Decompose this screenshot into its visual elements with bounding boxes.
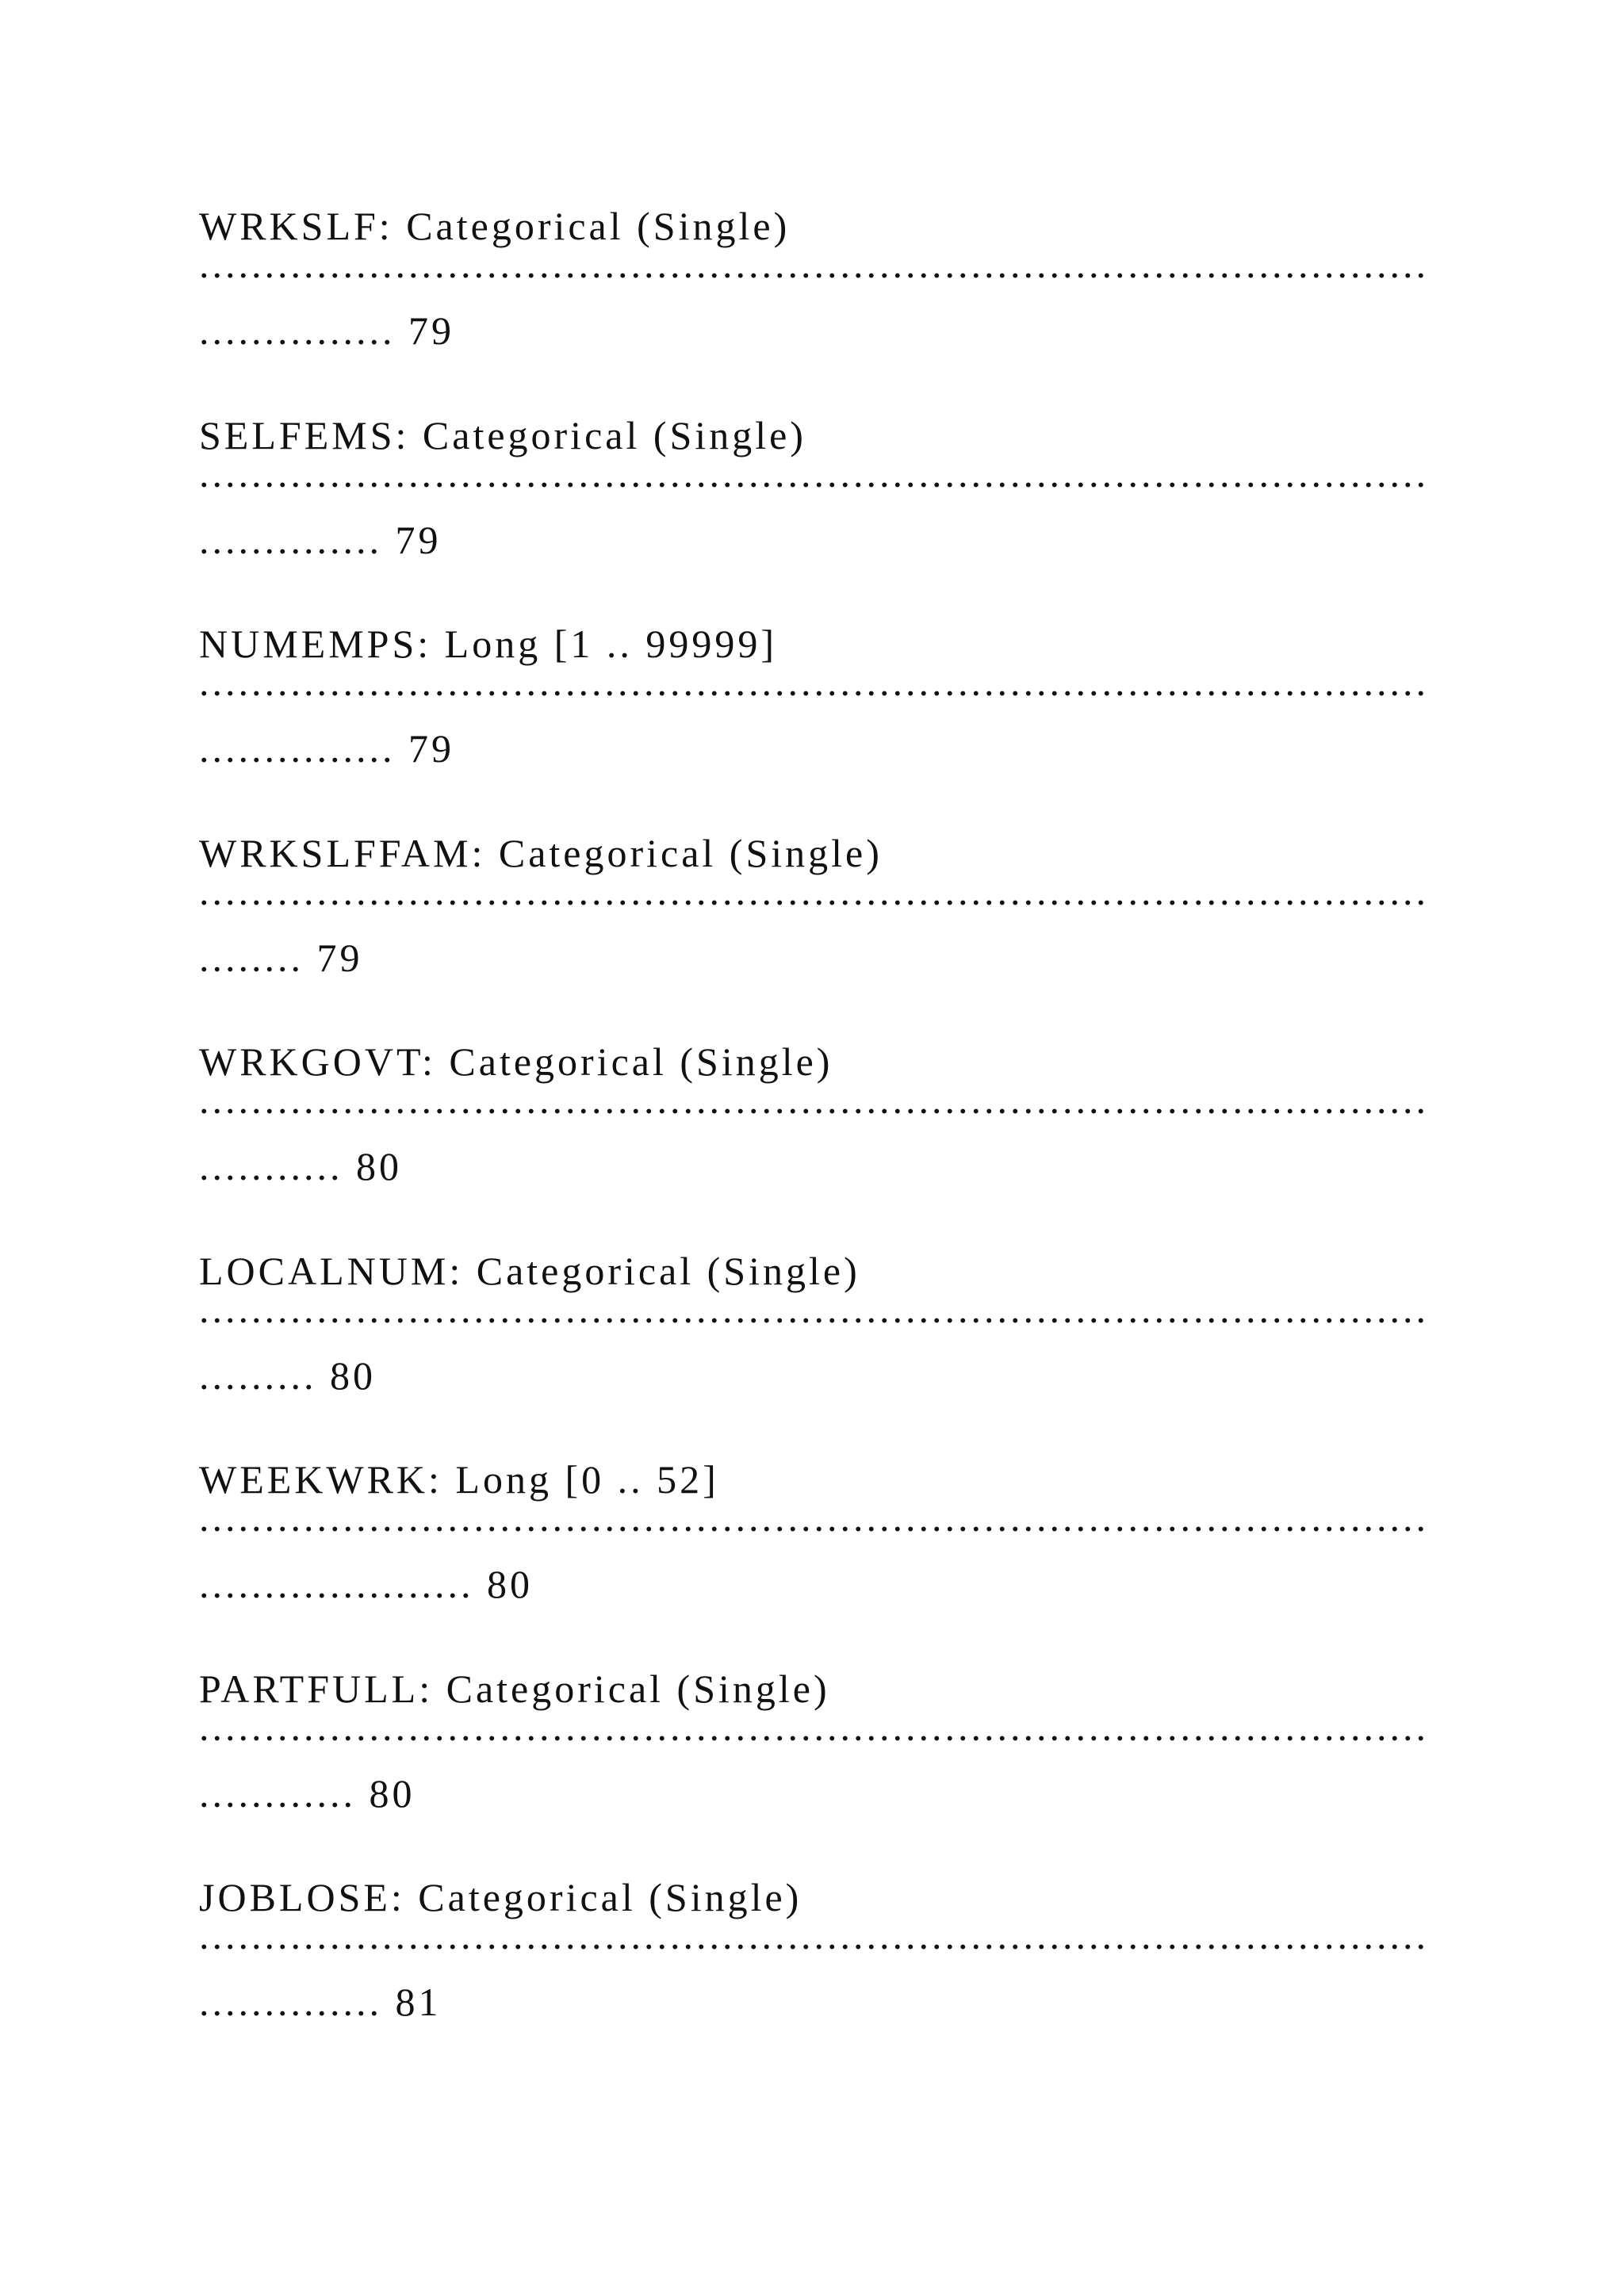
toc-entry-trail — [199, 1770, 1624, 1817]
dot-leader-tail: .............. — [199, 517, 382, 562]
dot-leader: .............................................................................................. — [199, 1294, 1429, 1323]
dot-leader-tail: ........... — [199, 1144, 343, 1188]
page-number: 79 — [316, 935, 363, 980]
dot-leader-tail: .............. — [199, 1980, 382, 2024]
dot-leader-tail: ............ — [199, 1770, 356, 1816]
dot-leader-tail: ............... — [199, 726, 396, 771]
toc-entry-title: SELFEMS: Categorical (Single) — [199, 412, 806, 457]
toc-entry — [199, 1038, 1624, 1247]
toc-entry — [199, 1873, 1624, 2083]
toc-entry-title: LOCALNUM: Categorical (Single) — [199, 1248, 860, 1293]
toc-entry-trail — [199, 1142, 1624, 1190]
dot-leader: .............................................................................................. — [199, 876, 1429, 905]
toc-entry — [199, 411, 1624, 621]
toc-entry — [199, 620, 1624, 829]
toc-entry-title: NUMEMPS: Long [1 .. 99999] — [199, 622, 778, 666]
page-number: 80 — [356, 1144, 402, 1188]
dot-leader: .............................................................................................. — [199, 1085, 1429, 1114]
dot-leader-tail: ......... — [199, 1353, 317, 1398]
toc-entry-trail — [199, 516, 1624, 564]
page-number: 80 — [487, 1562, 533, 1606]
toc-entry-title: WRKSLF: Categorical (Single) — [199, 204, 791, 248]
dot-leader: .............................................................................................. — [199, 1503, 1429, 1532]
toc-entry-title: WRKSLFFAM: Categorical (Single) — [199, 830, 883, 875]
dot-leader-tail: ........ — [199, 935, 304, 980]
toc-entry-trail — [199, 1352, 1624, 1399]
page-number: 79 — [395, 517, 442, 562]
toc-entry-trail — [199, 934, 1624, 982]
toc-entry-title: JOBLOSE: Categorical (Single) — [199, 1875, 802, 1919]
toc-entry-trail — [199, 1978, 1624, 2026]
dot-leader: .............................................................................................. — [199, 458, 1429, 488]
toc-entry-trail — [199, 1560, 1624, 1608]
toc-entry-title: WRKGOVT: Categorical (Single) — [199, 1039, 833, 1084]
dot-leader: .............................................................................................. — [199, 1712, 1429, 1741]
dot-leader-tail: ..................... — [199, 1562, 474, 1606]
page-number: 79 — [408, 308, 454, 353]
page-number: 81 — [395, 1980, 442, 2024]
dot-leader-tail: ............... — [199, 308, 396, 353]
toc-entry-title: PARTFULL: Categorical (Single) — [199, 1666, 830, 1711]
toc-entry — [199, 1456, 1624, 1665]
toc-entry-trail — [199, 307, 1624, 354]
toc-entry — [199, 829, 1624, 1039]
page-number: 80 — [369, 1770, 416, 1816]
toc-entry — [199, 202, 1624, 411]
page-number: 80 — [330, 1353, 376, 1398]
dot-leader: .............................................................................................. — [199, 668, 1429, 696]
toc-entry-title: WEEKWRK: Long [0 .. 52] — [199, 1457, 719, 1502]
toc-entry — [199, 1247, 1624, 1456]
dot-leader: .............................................................................................. — [199, 1921, 1429, 1950]
toc-entry-trail — [199, 725, 1624, 772]
dot-leader: .............................................................................................. — [199, 250, 1429, 278]
toc-entry — [199, 1665, 1624, 1874]
page-number: 79 — [408, 726, 454, 771]
